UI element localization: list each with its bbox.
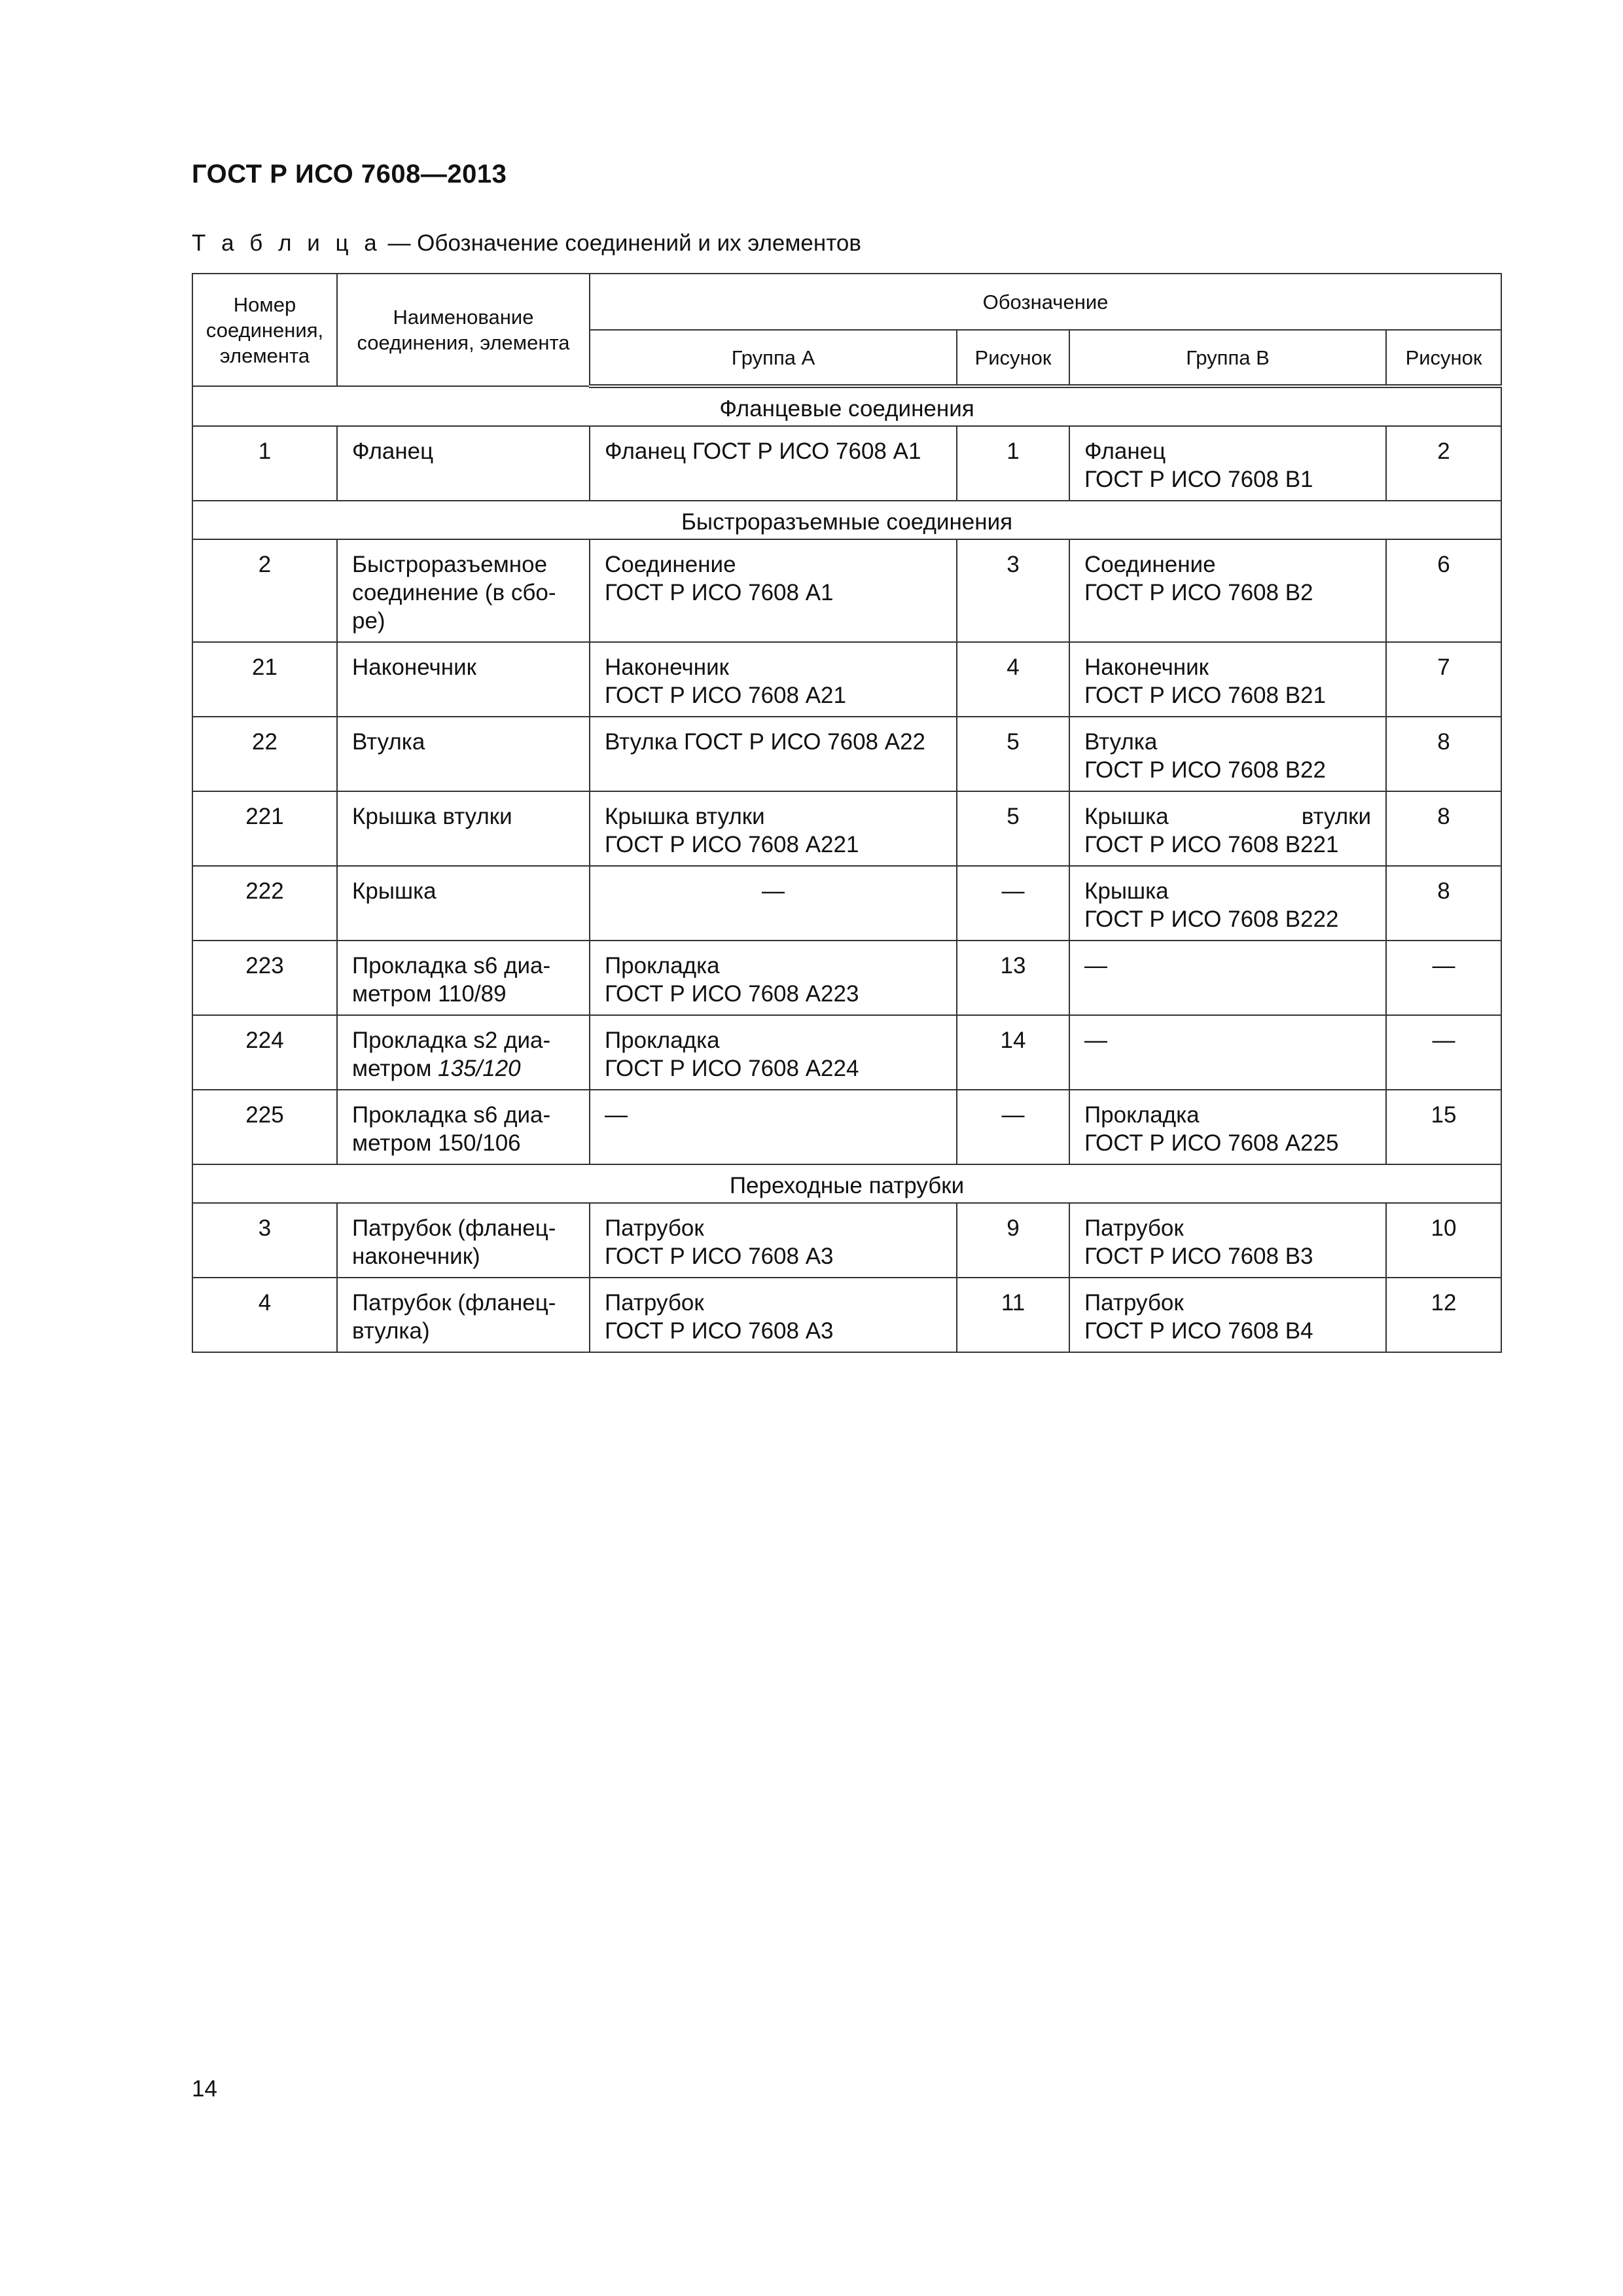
row-number: 3 bbox=[192, 1203, 337, 1278]
row-group-a bbox=[590, 791, 957, 866]
section-row bbox=[192, 501, 1501, 539]
row-group-a bbox=[590, 1015, 957, 1090]
row-name-line: Втулка bbox=[352, 729, 425, 755]
row-name-line: Фланец bbox=[352, 439, 434, 464]
row-number: 223 bbox=[192, 941, 337, 1015]
row-group-a-line: Прокладка bbox=[605, 1028, 720, 1053]
row-figure-a: 13 bbox=[957, 941, 1069, 1015]
page-number: 14 bbox=[192, 2076, 217, 2102]
row-figure-a: 11 bbox=[957, 1278, 1069, 1352]
row-figure-b: 15 bbox=[1386, 1090, 1501, 1164]
row-figure-b: 2 bbox=[1386, 426, 1501, 501]
section-row bbox=[192, 1164, 1501, 1203]
row-group-b-line: Крышка bbox=[1084, 878, 1169, 904]
row-group-b-line: ГОСТ Р ИСО 7608 В1 bbox=[1084, 467, 1313, 492]
row-group-a-line: ГОСТ Р ИСО 7608 А1 bbox=[605, 580, 834, 605]
row-name-line: Крышка втулки bbox=[352, 804, 512, 829]
row-group-a-line: ГОСТ Р ИСО 7608 А3 bbox=[605, 1244, 834, 1269]
row-group-b bbox=[1069, 866, 1386, 941]
row-group-a bbox=[590, 866, 957, 941]
row-name-line: соединение (в сбо- bbox=[352, 580, 556, 605]
row-name bbox=[337, 1090, 590, 1164]
row-group-b-line: ГОСТ Р ИСО 7608 В2 bbox=[1084, 580, 1313, 605]
designations-table bbox=[192, 273, 1502, 1353]
row-number: 222 bbox=[192, 866, 337, 941]
row-group-a bbox=[590, 1278, 957, 1352]
row-name bbox=[337, 1278, 590, 1352]
table-row bbox=[192, 642, 1501, 717]
row-name bbox=[337, 1015, 590, 1090]
row-number: 224 bbox=[192, 1015, 337, 1090]
row-name-line: Патрубок (фланец- bbox=[352, 1290, 556, 1316]
row-name-text: метром bbox=[352, 1056, 438, 1081]
row-group-a-line: ГОСТ Р ИСО 7608 А223 bbox=[605, 981, 859, 1007]
row-figure-a: 5 bbox=[957, 791, 1069, 866]
row-group-a bbox=[590, 642, 957, 717]
row-group-a bbox=[590, 941, 957, 1015]
table-caption-label: Т а б л и ц а bbox=[192, 230, 382, 256]
row-group-b-line: Соединение bbox=[1084, 552, 1216, 577]
row-group-b-line: Втулка bbox=[1084, 729, 1158, 755]
row-group-b-word: Крышка bbox=[1084, 804, 1169, 829]
row-name-line: Патрубок (фланец- bbox=[352, 1215, 556, 1241]
row-figure-a: — bbox=[957, 1090, 1069, 1164]
row-group-b-line: — bbox=[1084, 1028, 1107, 1053]
row-group-b-line: Прокладка bbox=[1084, 1102, 1200, 1128]
header-name: Наименование соединения, элемента bbox=[337, 274, 590, 386]
row-group-a bbox=[590, 426, 957, 501]
table-caption-text: — Обозначение соединений и их элементов bbox=[381, 230, 861, 256]
row-group-b-line: Патрубок bbox=[1084, 1215, 1184, 1241]
table-row bbox=[192, 941, 1501, 1015]
row-name-line: втулка) bbox=[352, 1318, 430, 1344]
table-row bbox=[192, 539, 1501, 642]
row-group-a bbox=[590, 717, 957, 791]
row-figure-a: 3 bbox=[957, 539, 1069, 642]
row-figure-b: — bbox=[1386, 1015, 1501, 1090]
table-row bbox=[192, 1278, 1501, 1352]
section-title: Фланцевые соединения bbox=[192, 386, 1501, 426]
row-number: 2 bbox=[192, 539, 337, 642]
table-row bbox=[192, 866, 1501, 941]
row-group-b bbox=[1069, 791, 1386, 866]
row-group-b bbox=[1069, 539, 1386, 642]
row-group-a bbox=[590, 539, 957, 642]
row-group-a bbox=[590, 1203, 957, 1278]
row-group-a-line: Соединение bbox=[605, 552, 736, 577]
row-group-b bbox=[1069, 642, 1386, 717]
row-figure-a: 14 bbox=[957, 1015, 1069, 1090]
header-group-b: Группа В bbox=[1069, 330, 1386, 386]
row-name-line: Наконечник bbox=[352, 655, 476, 680]
row-number: 221 bbox=[192, 791, 337, 866]
row-name bbox=[337, 642, 590, 717]
header-figure-b: Рисунок bbox=[1386, 330, 1501, 386]
row-name bbox=[337, 941, 590, 1015]
row-figure-a: 1 bbox=[957, 426, 1069, 501]
row-group-b-line: Наконечник bbox=[1084, 655, 1209, 680]
table-row bbox=[192, 1015, 1501, 1090]
row-number: 1 bbox=[192, 426, 337, 501]
row-group-a-line: Крышка втулки bbox=[605, 804, 765, 829]
row-group-b-line: ГОСТ Р ИСО 7608 В22 bbox=[1084, 757, 1326, 783]
row-figure-b: 8 bbox=[1386, 717, 1501, 791]
row-name bbox=[337, 791, 590, 866]
row-figure-a: 9 bbox=[957, 1203, 1069, 1278]
row-group-b bbox=[1069, 426, 1386, 501]
row-group-a-line: ГОСТ Р ИСО 7608 А3 bbox=[605, 1318, 834, 1344]
row-figure-b: 8 bbox=[1386, 791, 1501, 866]
row-figure-b: 8 bbox=[1386, 866, 1501, 941]
row-group-b-word: втулки bbox=[1301, 804, 1371, 829]
row-group-a-line: ГОСТ Р ИСО 7608 А21 bbox=[605, 683, 846, 708]
row-figure-b: 10 bbox=[1386, 1203, 1501, 1278]
row-group-b bbox=[1069, 1015, 1386, 1090]
table-row bbox=[192, 1203, 1501, 1278]
row-group-a-line: ГОСТ Р ИСО 7608 А221 bbox=[605, 832, 859, 857]
row-figure-a: 5 bbox=[957, 717, 1069, 791]
row-group-b-line: ГОСТ Р ИСО 7608 В21 bbox=[1084, 683, 1326, 708]
row-group-a-line: — bbox=[605, 1102, 628, 1128]
row-name-line: Прокладка s2 диа- bbox=[352, 1028, 551, 1053]
row-name-line: наконечник) bbox=[352, 1244, 480, 1269]
row-number: 21 bbox=[192, 642, 337, 717]
header-number: Номер соединения, элемента bbox=[192, 274, 337, 386]
row-group-a-line: Патрубок bbox=[605, 1215, 704, 1241]
row-figure-b: 6 bbox=[1386, 539, 1501, 642]
row-group-b bbox=[1069, 941, 1386, 1015]
row-group-a-line: Фланец ГОСТ Р ИСО 7608 А1 bbox=[605, 439, 921, 464]
row-name bbox=[337, 866, 590, 941]
row-figure-b: 12 bbox=[1386, 1278, 1501, 1352]
row-group-a-line: ГОСТ Р ИСО 7608 А224 bbox=[605, 1056, 859, 1081]
row-group-b-line bbox=[1084, 802, 1371, 831]
document-title: ГОСТ Р ИСО 7608—2013 bbox=[192, 160, 507, 188]
row-group-b-line: — bbox=[1084, 953, 1107, 978]
row-number: 22 bbox=[192, 717, 337, 791]
row-name-line bbox=[352, 1054, 575, 1083]
row-group-b bbox=[1069, 717, 1386, 791]
row-group-b-line: ГОСТ Р ИСО 7608 В4 bbox=[1084, 1318, 1313, 1344]
table-row bbox=[192, 426, 1501, 501]
row-group-b-line: ГОСТ Р ИСО 7608 В222 bbox=[1084, 906, 1339, 932]
row-name-line: метром 150/106 bbox=[352, 1130, 521, 1156]
row-group-b-line: Патрубок bbox=[1084, 1290, 1184, 1316]
row-group-a-line: Прокладка bbox=[605, 953, 720, 978]
section-row bbox=[192, 386, 1501, 426]
row-group-a bbox=[590, 1090, 957, 1164]
header-group-a: Группа А bbox=[590, 330, 957, 386]
row-name-line: Быстроразъемное bbox=[352, 552, 548, 577]
row-group-b bbox=[1069, 1278, 1386, 1352]
table-caption bbox=[192, 230, 861, 257]
row-group-b-line: ГОСТ Р ИСО 7608 А225 bbox=[1084, 1130, 1339, 1156]
row-group-b-line: ГОСТ Р ИСО 7608 В221 bbox=[1084, 832, 1339, 857]
row-group-a-line: Втулка ГОСТ Р ИСО 7608 А22 bbox=[605, 729, 925, 755]
row-group-b bbox=[1069, 1090, 1386, 1164]
row-figure-b: — bbox=[1386, 941, 1501, 1015]
table-row bbox=[192, 717, 1501, 791]
row-group-b-line: ГОСТ Р ИСО 7608 В3 bbox=[1084, 1244, 1313, 1269]
row-number: 4 bbox=[192, 1278, 337, 1352]
row-group-b bbox=[1069, 1203, 1386, 1278]
row-name-line: Прокладка s6 диа- bbox=[352, 1102, 551, 1128]
row-figure-a: 4 bbox=[957, 642, 1069, 717]
row-name bbox=[337, 717, 590, 791]
row-group-a-line: Патрубок bbox=[605, 1290, 704, 1316]
table-row bbox=[192, 791, 1501, 866]
row-group-b-line: Фланец bbox=[1084, 439, 1166, 464]
row-name-line: ре) bbox=[352, 608, 385, 634]
row-group-a-line: Наконечник bbox=[605, 655, 729, 680]
table-row bbox=[192, 1090, 1501, 1164]
row-figure-b: 7 bbox=[1386, 642, 1501, 717]
row-figure-a: — bbox=[957, 866, 1069, 941]
row-name bbox=[337, 1203, 590, 1278]
row-name-line: Прокладка s6 диа- bbox=[352, 953, 551, 978]
section-title: Быстроразъемные соединения bbox=[192, 501, 1501, 539]
row-group-a-line: — bbox=[762, 878, 785, 904]
row-name bbox=[337, 426, 590, 501]
header-figure-a: Рисунок bbox=[957, 330, 1069, 386]
row-name-italic: 135/120 bbox=[438, 1056, 521, 1081]
row-name-line: метром 110/89 bbox=[352, 981, 507, 1007]
header-designation: Обозначение bbox=[590, 274, 1501, 330]
row-name bbox=[337, 539, 590, 642]
section-title: Переходные патрубки bbox=[192, 1164, 1501, 1203]
row-number: 225 bbox=[192, 1090, 337, 1164]
row-name-line: Крышка bbox=[352, 878, 437, 904]
